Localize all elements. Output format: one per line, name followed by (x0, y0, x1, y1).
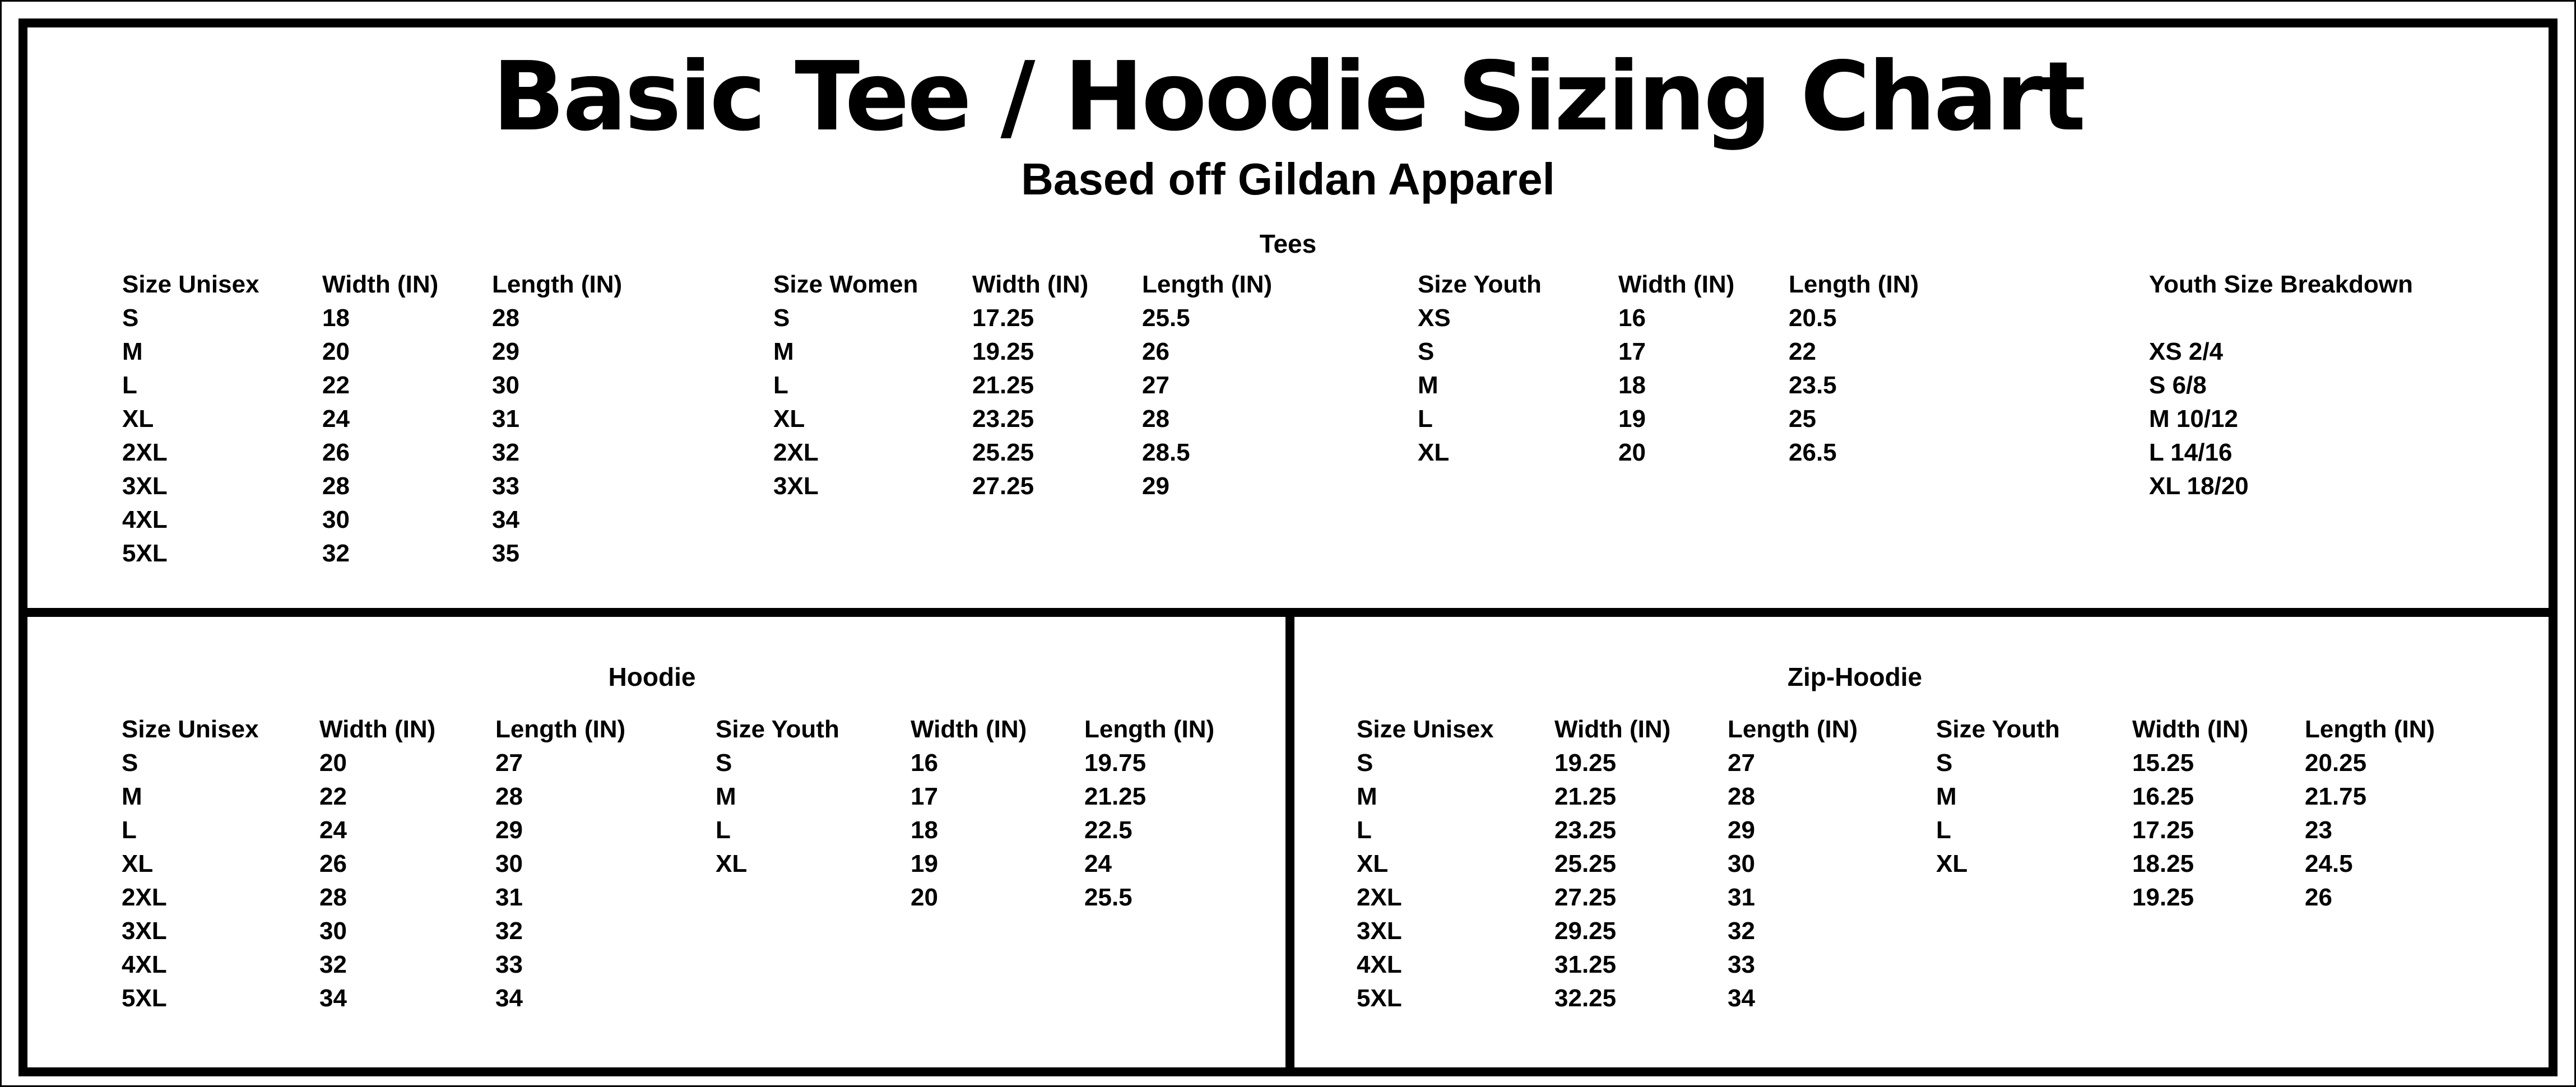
size-cell: 3XL (773, 472, 819, 500)
width-cell: 24 (322, 405, 350, 433)
width-cell: 23.25 (972, 405, 1034, 433)
length-cell: 24 (1084, 850, 1112, 877)
column-header: Length (IN) (492, 271, 623, 298)
size-cell: XL (716, 850, 748, 877)
breakdown-item: XS 2/4 (2149, 338, 2224, 365)
length-cell: 22.5 (1084, 816, 1132, 844)
width-cell: 27.25 (972, 472, 1034, 500)
width-cell: 20 (1618, 439, 1646, 466)
column-header: Width (IN) (322, 271, 439, 298)
width-cell: 32 (322, 540, 350, 567)
size-cell (1936, 881, 2132, 914)
tees-unisex-table (122, 268, 694, 570)
size-cell (716, 881, 911, 914)
column-header: Length (IN) (1728, 716, 1858, 743)
length-cell: 32 (495, 917, 523, 945)
size-cell: S (1936, 749, 1953, 777)
length-cell: 19.75 (1084, 749, 1147, 777)
size-cell: S (122, 304, 139, 332)
size-cell: L (716, 816, 731, 844)
width-cell: 21.25 (972, 371, 1034, 399)
breakdown-header: Youth Size Breakdown (2149, 271, 2413, 298)
length-cell: 25 (1789, 405, 1816, 433)
size-cell: 5XL (122, 540, 168, 567)
width-cell: 28 (319, 884, 347, 911)
size-cell: XS (1418, 304, 1451, 332)
width-cell: 26 (322, 439, 350, 466)
length-cell: 28 (1728, 783, 1755, 810)
length-cell: 33 (1728, 951, 1755, 978)
width-cell: 32.25 (1554, 984, 1617, 1012)
length-cell: 29 (495, 816, 523, 844)
length-cell: 25.5 (1084, 884, 1132, 911)
width-cell: 21.25 (1554, 783, 1617, 810)
size-cell: XL (1418, 439, 1450, 466)
size-cell: 2XL (122, 439, 168, 466)
length-cell: 31 (492, 405, 519, 433)
length-cell: 28 (492, 304, 519, 332)
size-cell: XL (122, 850, 154, 877)
width-cell: 29.25 (1554, 917, 1617, 945)
width-cell: 25.25 (1554, 850, 1617, 877)
column-header: Length (IN) (2305, 716, 2435, 743)
length-cell: 32 (1728, 917, 1755, 945)
size-cell: M (773, 338, 794, 365)
size-cell: S (1418, 338, 1435, 365)
length-cell: 26 (2305, 884, 2332, 911)
width-cell: 18.25 (2132, 850, 2194, 877)
width-cell: 28 (322, 472, 350, 500)
width-cell: 16.25 (2132, 783, 2194, 810)
width-cell: 18 (322, 304, 350, 332)
width-cell: 17 (1618, 338, 1646, 365)
size-cell: S (122, 749, 138, 777)
width-cell: 26 (319, 850, 347, 877)
length-cell: 28 (495, 783, 523, 810)
size-cell: L (1418, 405, 1433, 433)
width-cell: 17 (911, 783, 938, 810)
length-cell: 24.5 (2305, 850, 2353, 877)
zip-hoodie-youth-table (1936, 713, 2507, 914)
length-cell: 28.5 (1142, 439, 1190, 466)
length-cell: 27 (1728, 749, 1755, 777)
width-cell: 15.25 (2132, 749, 2194, 777)
page-subtitle: Based off Gildan Apparel (1021, 154, 1555, 204)
length-cell: 23 (2305, 816, 2332, 844)
width-cell: 16 (911, 749, 938, 777)
column-header: Size Women (773, 271, 918, 298)
length-cell: 35 (492, 540, 519, 567)
size-cell: 2XL (1357, 884, 1402, 911)
column-header: Length (IN) (1789, 271, 1919, 298)
length-cell: 21.25 (1084, 783, 1147, 810)
length-cell: 31 (495, 884, 523, 911)
length-cell: 29 (492, 338, 519, 365)
column-header: Size Unisex (122, 271, 259, 298)
breakdown-item: L 14/16 (2149, 439, 2232, 466)
length-cell: 20.25 (2305, 749, 2367, 777)
size-cell: 5XL (1357, 984, 1402, 1012)
length-cell: 25.5 (1142, 304, 1190, 332)
column-header: Length (IN) (495, 716, 626, 743)
length-cell: 33 (492, 472, 519, 500)
size-cell: S (1357, 749, 1373, 777)
size-cell: XL (773, 405, 805, 433)
column-header: Size Youth (1418, 271, 1542, 298)
size-cell: 5XL (122, 984, 167, 1012)
size-cell: L (1936, 816, 1951, 844)
length-cell: 29 (1142, 472, 1169, 500)
column-header: Length (IN) (1142, 271, 1273, 298)
width-cell: 20 (322, 338, 350, 365)
column-header: Size Unisex (1357, 716, 1494, 743)
width-cell: 20 (319, 749, 347, 777)
size-cell: M (1418, 371, 1438, 399)
width-cell: 31.25 (1554, 951, 1617, 978)
tees-section-label: Tees (1259, 229, 1317, 258)
length-cell: 31 (1728, 884, 1755, 911)
column-header: Length (IN) (1084, 716, 1215, 743)
width-cell: 24 (319, 816, 347, 844)
size-cell: L (122, 371, 137, 399)
width-cell: 19 (911, 850, 938, 877)
length-cell: 29 (1728, 816, 1755, 844)
length-cell: 23.5 (1789, 371, 1837, 399)
length-cell: 34 (492, 506, 519, 533)
length-cell: 20.5 (1789, 304, 1837, 332)
width-cell: 22 (322, 371, 350, 399)
tees-youth-table (1418, 268, 1990, 470)
column-header: Size Unisex (122, 716, 259, 743)
width-cell: 27.25 (1554, 884, 1617, 911)
width-cell: 17.25 (972, 304, 1034, 332)
size-cell: S (773, 304, 790, 332)
length-cell: 30 (1728, 850, 1755, 877)
column-header: Width (IN) (2132, 716, 2249, 743)
breakdown-spacer (2149, 301, 2413, 335)
size-cell: XL (122, 405, 154, 433)
size-cell: 3XL (1357, 917, 1402, 945)
column-header: Width (IN) (1618, 271, 1735, 298)
column-header: Width (IN) (911, 716, 1027, 743)
size-cell: 4XL (122, 951, 167, 978)
size-cell: 2XL (773, 439, 819, 466)
section-divider-vertical (1285, 608, 1294, 1076)
column-header: Size Youth (1936, 716, 2060, 743)
size-cell: L (1357, 816, 1372, 844)
width-cell: 19.25 (972, 338, 1034, 365)
length-cell: 34 (1728, 984, 1755, 1012)
length-cell: 21.75 (2305, 783, 2367, 810)
hoodie-section-label: Hoodie (608, 662, 696, 691)
length-cell: 33 (495, 951, 523, 978)
width-cell: 19.25 (2132, 884, 2194, 911)
size-cell: M (716, 783, 736, 810)
hoodie-unisex-table (122, 713, 697, 1015)
width-cell: 18 (911, 816, 938, 844)
page-title: Basic Tee / Hoodie Sizing Chart (492, 41, 2084, 152)
length-cell: 26 (1142, 338, 1169, 365)
size-cell: S (716, 749, 732, 777)
size-cell: 4XL (1357, 951, 1402, 978)
width-cell: 20 (911, 884, 938, 911)
length-cell: 30 (495, 850, 523, 877)
tees-women-table (773, 268, 1344, 503)
width-cell: 34 (319, 984, 347, 1012)
width-cell: 23.25 (1554, 816, 1617, 844)
length-cell: 22 (1789, 338, 1816, 365)
breakdown-item: M 10/12 (2149, 405, 2238, 433)
width-cell: 30 (319, 917, 347, 945)
width-cell: 19 (1618, 405, 1646, 433)
zip-hoodie-unisex-table (1357, 713, 1929, 1015)
size-cell: M (122, 338, 143, 365)
size-cell: XL (1357, 850, 1389, 877)
size-cell: 3XL (122, 917, 167, 945)
column-header: Width (IN) (972, 271, 1089, 298)
size-cell: 2XL (122, 884, 167, 911)
length-cell: 26.5 (1789, 439, 1837, 466)
width-cell: 18 (1618, 371, 1646, 399)
width-cell: 16 (1618, 304, 1646, 332)
size-cell: 4XL (122, 506, 168, 533)
length-cell: 34 (495, 984, 523, 1012)
length-cell: 30 (492, 371, 519, 399)
breakdown-item: XL 18/20 (2149, 472, 2249, 500)
width-cell: 22 (319, 783, 347, 810)
length-cell: 32 (492, 439, 519, 466)
length-cell: 28 (1142, 405, 1169, 433)
youth-size-breakdown (2149, 268, 2413, 503)
zip-hoodie-section-label: Zip-Hoodie (1787, 662, 1923, 691)
width-cell: 17.25 (2132, 816, 2194, 844)
breakdown-item: S 6/8 (2149, 371, 2207, 399)
hoodie-youth-table (716, 713, 1286, 914)
column-header: Width (IN) (319, 716, 436, 743)
column-header: Size Youth (716, 716, 839, 743)
width-cell: 30 (322, 506, 350, 533)
size-cell: 3XL (122, 472, 168, 500)
length-cell: 27 (1142, 371, 1169, 399)
size-cell: M (122, 783, 142, 810)
width-cell: 25.25 (972, 439, 1034, 466)
width-cell: 32 (319, 951, 347, 978)
size-cell: M (1357, 783, 1377, 810)
width-cell: 19.25 (1554, 749, 1617, 777)
size-cell: XL (1936, 850, 1968, 877)
size-cell: L (122, 816, 137, 844)
size-cell: M (1936, 783, 1957, 810)
size-cell: L (773, 371, 788, 399)
length-cell: 27 (495, 749, 523, 777)
column-header: Width (IN) (1554, 716, 1671, 743)
